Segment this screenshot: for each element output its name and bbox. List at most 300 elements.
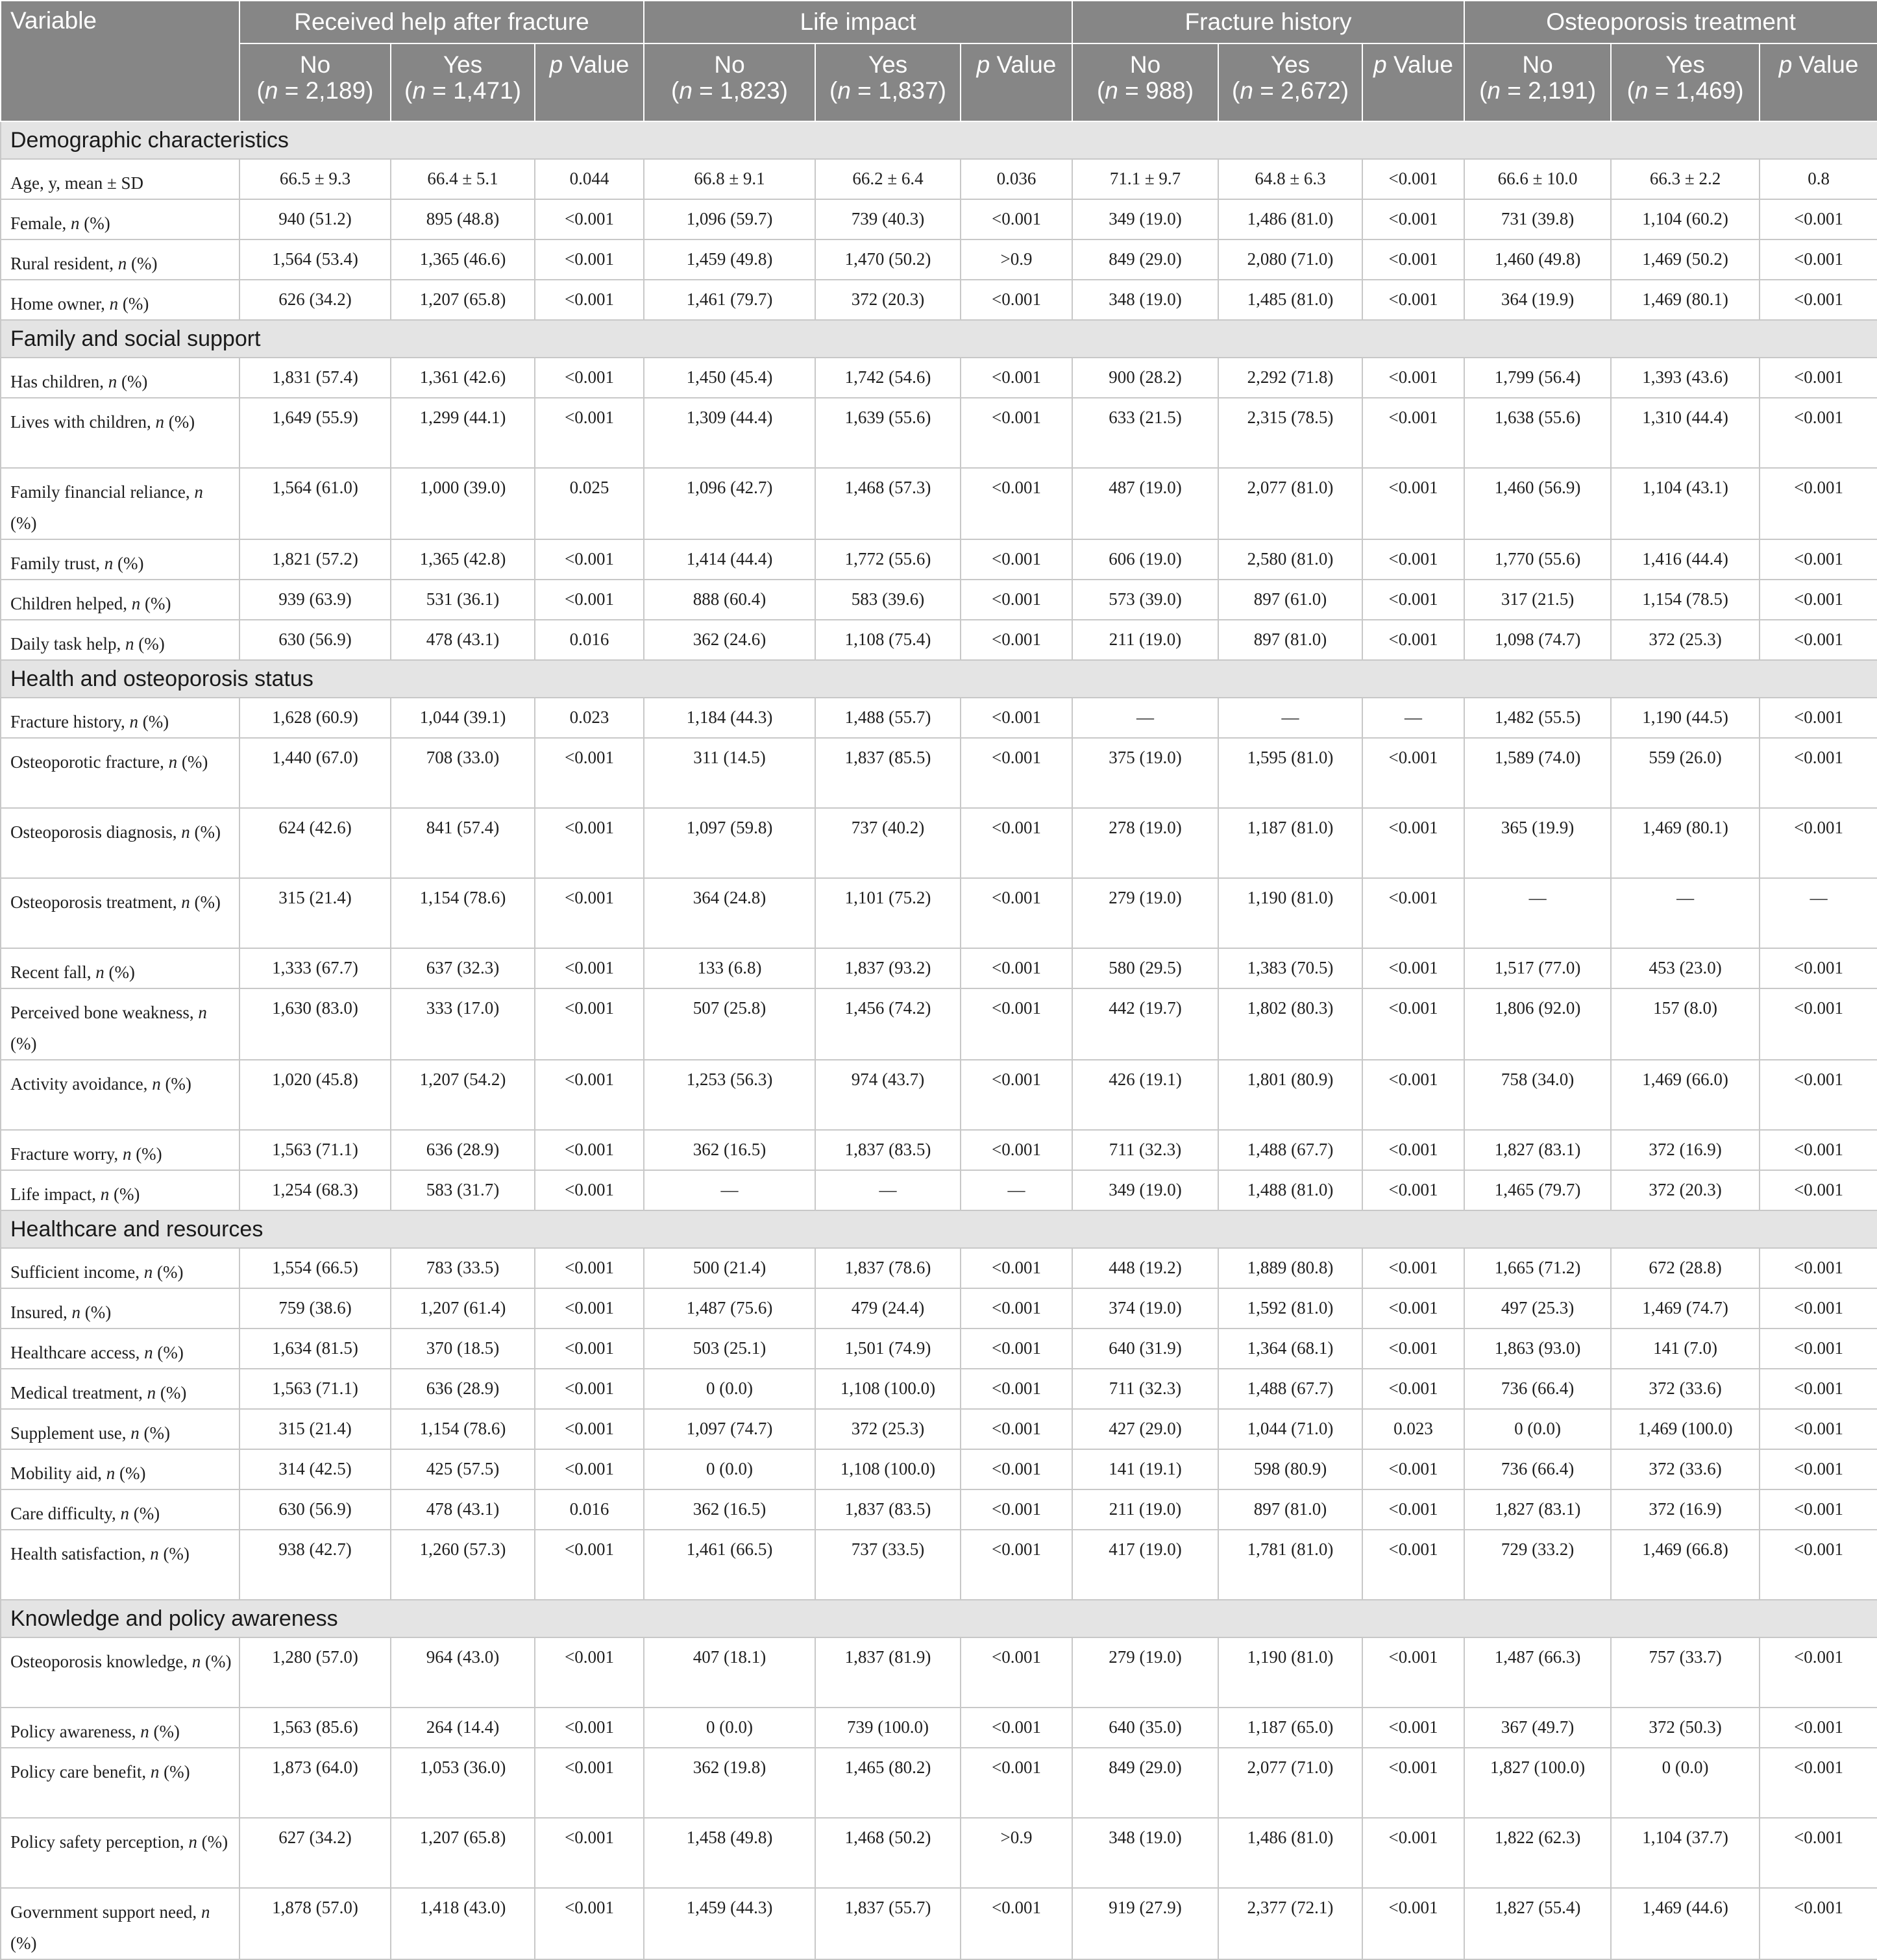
table-cell: 364 (24.8) [644,878,815,948]
table-cell: <0.001 [961,539,1072,580]
table-cell: <0.001 [961,1060,1072,1130]
table-row [1,398,1877,468]
table-cell: <0.001 [1362,239,1464,280]
table-cell: 1,309 (44.4) [644,398,815,468]
table-cell: 1,456 (74.2) [815,988,961,1060]
table-row [1,988,1877,1060]
table-cell: 311 (14.5) [644,738,815,808]
table-header [1,1,1877,121]
table-cell: 364 (19.9) [1464,280,1611,320]
table-cell: 757 (33.7) [1611,1637,1760,1708]
table-cell: 0.023 [535,698,644,738]
table-cell: 939 (63.9) [239,580,391,620]
table-cell: <0.001 [1362,1748,1464,1818]
table-cell: 417 (19.0) [1072,1530,1218,1600]
table-cell: 711 (32.3) [1072,1369,1218,1409]
table-cell: 640 (35.0) [1072,1708,1218,1748]
group-header-life-impact: Life impact [644,1,1072,43]
table-cell: 1,383 (70.5) [1218,948,1362,988]
table-cell: 487 (19.0) [1072,468,1218,539]
table-cell: 1,098 (74.7) [1464,620,1611,660]
table-cell: 964 (43.0) [391,1637,535,1708]
row-label: Healthcare access, n (%) [1,1329,239,1369]
table-cell: 264 (14.4) [391,1708,535,1748]
table-cell: 1,254 (68.3) [239,1170,391,1210]
table-cell: <0.001 [1760,580,1877,620]
subheader-label: Yes [1665,51,1705,78]
table-body [1,121,1877,1959]
table-row [1,1449,1877,1489]
table-row [1,1530,1877,1600]
table-cell: <0.001 [1760,239,1877,280]
table-cell: 841 (57.4) [391,808,535,878]
table-cell: 897 (81.0) [1218,620,1362,660]
table-cell: 531 (36.1) [391,580,535,620]
table-cell: <0.001 [961,1530,1072,1600]
table-cell: <0.001 [535,808,644,878]
table-cell: 1,837 (78.6) [815,1248,961,1288]
table-cell: <0.001 [1362,539,1464,580]
table-cell: 1,187 (65.0) [1218,1708,1362,1748]
table-cell: 974 (43.7) [815,1060,961,1130]
group-header-received-help: Received help after fracture [239,1,644,43]
table-cell: 897 (61.0) [1218,580,1362,620]
table-cell: 736 (66.4) [1464,1369,1611,1409]
table-cell: 1,190 (81.0) [1218,878,1362,948]
table-cell: 1,458 (49.8) [644,1818,815,1888]
table-cell: 1,802 (80.3) [1218,988,1362,1060]
table-cell: 598 (80.9) [1218,1449,1362,1489]
table-row [1,1329,1877,1369]
row-label: Recent fall, n (%) [1,948,239,988]
table-cell: 1,459 (49.8) [644,239,815,280]
table-cell: 372 (25.3) [815,1409,961,1449]
table-cell: <0.001 [1362,1888,1464,1959]
table-cell: 1,469 (66.0) [1611,1060,1760,1130]
table-cell: 1,154 (78.6) [391,1409,535,1449]
table-cell: 1,563 (85.6) [239,1708,391,1748]
table-cell: 1,821 (57.2) [239,539,391,580]
subheader-count: (n = 2,191) [1479,77,1597,104]
table-cell: — [644,1170,815,1210]
table-cell: 1,827 (55.4) [1464,1888,1611,1959]
table-cell: <0.001 [1362,1329,1464,1369]
table-cell: 1,501 (74.9) [815,1329,961,1369]
table-cell: <0.001 [535,1748,644,1818]
table-cell: <0.001 [1760,1888,1877,1959]
table-cell: 0.016 [535,1489,644,1530]
table-cell: <0.001 [535,1170,644,1210]
table-cell: 1,108 (100.0) [815,1449,961,1489]
table-cell: 66.8 ± 9.1 [644,159,815,199]
table-row [1,620,1877,660]
table-cell: 2,077 (71.0) [1218,1748,1362,1818]
table-cell: 372 (50.3) [1611,1708,1760,1748]
table-cell: 278 (19.0) [1072,808,1218,878]
table-cell: 2,580 (81.0) [1218,539,1362,580]
subheader-cell [815,43,961,121]
table-cell: 1,482 (55.5) [1464,698,1611,738]
subheader-label: Yes [443,51,483,78]
table-cell: 1,310 (44.4) [1611,398,1760,468]
table-cell: <0.001 [961,988,1072,1060]
row-label: Osteoporosis treatment, n (%) [1,878,239,948]
table-cell: 573 (39.0) [1072,580,1218,620]
table-cell: 1,742 (54.6) [815,358,961,398]
subheader-count: (n = 1,823) [671,77,788,104]
table-cell: 1,837 (85.5) [815,738,961,808]
row-label: Home owner, n (%) [1,280,239,320]
table-cell: — [815,1170,961,1210]
table-cell: <0.001 [1760,1530,1877,1600]
row-label: Osteoporosis knowledge, n (%) [1,1637,239,1708]
table-cell: 367 (49.7) [1464,1708,1611,1748]
table-cell: 1,459 (44.3) [644,1888,815,1959]
table-cell: <0.001 [535,239,644,280]
table-cell: 1,799 (56.4) [1464,358,1611,398]
table-cell: 426 (19.1) [1072,1060,1218,1130]
table-cell: 1,772 (55.6) [815,539,961,580]
row-label: Osteoporotic fracture, n (%) [1,738,239,808]
row-label: Lives with children, n (%) [1,398,239,468]
table-row [1,878,1877,948]
table-cell: 1,044 (39.1) [391,698,535,738]
table-cell: 1,469 (74.7) [1611,1288,1760,1329]
table-cell: <0.001 [961,738,1072,808]
table-cell: 372 (25.3) [1611,620,1760,660]
table-row [1,1637,1877,1708]
table-cell: 141 (7.0) [1611,1329,1760,1369]
row-label: Perceived bone weakness, n (%) [1,988,239,1060]
subheader-cell [1611,43,1760,121]
group-header-fracture-history: Fracture history [1072,1,1464,43]
table-cell: <0.001 [961,1329,1072,1369]
table-cell: 1,469 (80.1) [1611,808,1760,878]
table-cell: 583 (31.7) [391,1170,535,1210]
table-cell: <0.001 [1760,1170,1877,1210]
section-row [1,121,1877,159]
table-cell: 1,097 (59.8) [644,808,815,878]
subheader-label: p Value [976,51,1057,78]
subheader-count: (n = 988) [1096,77,1194,104]
table-cell: 66.2 ± 6.4 [815,159,961,199]
table-cell: 759 (38.6) [239,1288,391,1329]
table-cell: 2,315 (78.5) [1218,398,1362,468]
table-cell: >0.9 [961,1818,1072,1888]
table-cell: 407 (18.1) [644,1637,815,1708]
table-cell: <0.001 [961,358,1072,398]
table-cell: 2,377 (72.1) [1218,1888,1362,1959]
table-row [1,1708,1877,1748]
table-cell: 0.025 [535,468,644,539]
subheader-cell [1362,43,1464,121]
table-cell: 1,827 (83.1) [1464,1130,1611,1170]
table-cell: 0 (0.0) [1464,1409,1611,1449]
row-label: Activity avoidance, n (%) [1,1060,239,1130]
table-row [1,468,1877,539]
table-cell: 736 (66.4) [1464,1449,1611,1489]
table-row [1,539,1877,580]
table-cell: 1,873 (64.0) [239,1748,391,1818]
table-cell: 1,485 (81.0) [1218,280,1362,320]
table-cell: 1,837 (83.5) [815,1130,961,1170]
table-cell: — [1760,878,1877,948]
row-label: Osteoporosis diagnosis, n (%) [1,808,239,878]
table-cell: 1,108 (75.4) [815,620,961,660]
table-cell: 1,187 (81.0) [1218,808,1362,878]
table-cell: 1,101 (75.2) [815,878,961,948]
row-label: Policy awareness, n (%) [1,1708,239,1748]
table-cell: 349 (19.0) [1072,1170,1218,1210]
table-cell: 349 (19.0) [1072,199,1218,239]
table-cell: 157 (8.0) [1611,988,1760,1060]
table-cell: 637 (32.3) [391,948,535,988]
table-cell: 1,440 (67.0) [239,738,391,808]
subheader-cell [1464,43,1611,121]
section-title: Healthcare and resources [1,1210,1877,1248]
table-cell: 1,827 (100.0) [1464,1748,1611,1818]
table-cell: <0.001 [1760,698,1877,738]
table-cell: 507 (25.8) [644,988,815,1060]
table-cell: 315 (21.4) [239,878,391,948]
table-cell: <0.001 [1362,1369,1464,1409]
table-cell: 1,020 (45.8) [239,1060,391,1130]
table-cell: 672 (28.8) [1611,1248,1760,1288]
table-cell: <0.001 [1760,1288,1877,1329]
table-cell: 1,634 (81.5) [239,1329,391,1369]
table-cell: <0.001 [961,1489,1072,1530]
subheader-count: (n = 2,189) [256,77,374,104]
table-cell: <0.001 [1760,1409,1877,1449]
table-cell: <0.001 [1760,1060,1877,1130]
table-cell: 633 (21.5) [1072,398,1218,468]
table-cell: 1,638 (55.6) [1464,398,1611,468]
table-cell: 453 (23.0) [1611,948,1760,988]
table-cell: 1,781 (81.0) [1218,1530,1362,1600]
table-cell: 1,488 (81.0) [1218,1170,1362,1210]
table-cell: <0.001 [535,878,644,948]
table-cell: 374 (19.0) [1072,1288,1218,1329]
table-row [1,1489,1877,1530]
table-cell: 1,260 (57.3) [391,1530,535,1600]
table-cell: 0 (0.0) [644,1369,815,1409]
table-cell: <0.001 [1760,1748,1877,1818]
table-cell: 1,595 (81.0) [1218,738,1362,808]
table-cell: <0.001 [961,1369,1072,1409]
table-cell: 1,554 (66.5) [239,1248,391,1288]
row-label: Policy care benefit, n (%) [1,1748,239,1818]
table-cell: 1,190 (81.0) [1218,1637,1362,1708]
table-cell: <0.001 [535,199,644,239]
table-cell: 1,822 (62.3) [1464,1818,1611,1888]
subheader-n-value: 988 [1146,77,1186,104]
table-cell: <0.001 [1760,1489,1877,1530]
table-cell: 636 (28.9) [391,1369,535,1409]
table-cell: 1,333 (67.7) [239,948,391,988]
table-cell: 1,207 (65.8) [391,1818,535,1888]
table-cell: <0.001 [1760,808,1877,878]
table-cell: 211 (19.0) [1072,1489,1218,1530]
table-cell: — [1072,698,1218,738]
table-cell: 1,831 (57.4) [239,358,391,398]
table-cell: 1,154 (78.5) [1611,580,1760,620]
table-cell: <0.001 [961,1748,1072,1818]
table-cell: — [1611,878,1760,948]
table-cell: <0.001 [961,1130,1072,1170]
table-row [1,1248,1877,1288]
table-cell: — [1464,878,1611,948]
table-cell: 0.023 [1362,1409,1464,1449]
table-cell: <0.001 [1760,199,1877,239]
table-cell: 1,563 (71.1) [239,1369,391,1409]
table-cell: <0.001 [1760,1130,1877,1170]
table-cell: <0.001 [535,1248,644,1288]
table-cell: 1,863 (93.0) [1464,1329,1611,1369]
table-cell: 1,469 (66.8) [1611,1530,1760,1600]
table-cell: 1,488 (67.7) [1218,1130,1362,1170]
subheader-cell [644,43,815,121]
table-cell: 372 (20.3) [815,280,961,320]
table-cell: 478 (43.1) [391,1489,535,1530]
row-label: Family financial reliance, n (%) [1,468,239,539]
table-cell: <0.001 [535,1130,644,1170]
table-cell: 333 (17.0) [391,988,535,1060]
table-cell: 731 (39.8) [1464,199,1611,239]
table-cell: 365 (19.9) [1464,808,1611,878]
table-cell: <0.001 [1760,1449,1877,1489]
table-row [1,239,1877,280]
table-cell: 0.044 [535,159,644,199]
table-cell: 2,080 (71.0) [1218,239,1362,280]
table-cell: <0.001 [1760,1369,1877,1409]
table-cell: <0.001 [535,738,644,808]
table-cell: 1,592 (81.0) [1218,1288,1362,1329]
table-cell: >0.9 [961,239,1072,280]
table-cell: 1,465 (80.2) [815,1748,961,1818]
table-cell: <0.001 [535,1409,644,1449]
table-cell: 919 (27.9) [1072,1888,1218,1959]
table-cell: 1,469 (80.1) [1611,280,1760,320]
table-row [1,1748,1877,1818]
table-cell: 1,461 (79.7) [644,280,815,320]
subheader-cell [1072,43,1218,121]
table-row [1,580,1877,620]
table-cell: <0.001 [961,1248,1072,1288]
section-row [1,1210,1877,1248]
table-cell: 66.3 ± 2.2 [1611,159,1760,199]
table-cell: 624 (42.6) [239,808,391,878]
row-label: Fracture worry, n (%) [1,1130,239,1170]
table-cell: 1,639 (55.6) [815,398,961,468]
table-cell: 1,044 (71.0) [1218,1409,1362,1449]
table-cell: 71.1 ± 9.7 [1072,159,1218,199]
section-row [1,660,1877,698]
table-cell: 1,299 (44.1) [391,398,535,468]
table-cell: <0.001 [1760,358,1877,398]
table-cell: 895 (48.8) [391,199,535,239]
table-row [1,1130,1877,1170]
table-cell: 66.4 ± 5.1 [391,159,535,199]
table-cell: <0.001 [535,1818,644,1888]
table-row [1,199,1877,239]
row-label: Care difficulty, n (%) [1,1489,239,1530]
table-row [1,1818,1877,1888]
table-row [1,1170,1877,1210]
table-cell: <0.001 [535,1449,644,1489]
table-cell: — [961,1170,1072,1210]
subheader-n-value: 1,471 [453,77,513,104]
table-cell: 849 (29.0) [1072,239,1218,280]
table-cell: <0.001 [1362,398,1464,468]
table-cell: 1,486 (81.0) [1218,1818,1362,1888]
table-row [1,1888,1877,1959]
row-label: Medical treatment, n (%) [1,1369,239,1409]
table-cell: 448 (19.2) [1072,1248,1218,1288]
subheader-label: p Value [549,51,630,78]
table-cell: 141 (19.1) [1072,1449,1218,1489]
table-cell: 729 (33.2) [1464,1530,1611,1600]
table-cell: 739 (100.0) [815,1708,961,1748]
table-cell: 580 (29.5) [1072,948,1218,988]
table-cell: 1,889 (80.8) [1218,1248,1362,1288]
table-cell: 372 (33.6) [1611,1369,1760,1409]
table-cell: 1,564 (61.0) [239,468,391,539]
table-cell: 133 (6.8) [644,948,815,988]
table-cell: 372 (16.9) [1611,1489,1760,1530]
table-cell: <0.001 [1760,1329,1877,1369]
table-cell: 897 (81.0) [1218,1489,1362,1530]
row-label: Female, n (%) [1,199,239,239]
table-cell: <0.001 [1362,1530,1464,1600]
table-cell: <0.001 [535,1288,644,1329]
table-cell: 478 (43.1) [391,620,535,660]
table-cell: 849 (29.0) [1072,1748,1218,1818]
table-cell: 630 (56.9) [239,1489,391,1530]
row-label: Health satisfaction, n (%) [1,1530,239,1600]
table-cell: <0.001 [1760,1708,1877,1748]
table-cell: 370 (18.5) [391,1329,535,1369]
table-row [1,1409,1877,1449]
table-cell: 1,450 (45.4) [644,358,815,398]
table-cell: 1,365 (42.8) [391,539,535,580]
table-cell: 1,104 (43.1) [1611,468,1760,539]
table-cell: <0.001 [1362,1130,1464,1170]
table-cell: 1,469 (50.2) [1611,239,1760,280]
table-row [1,1288,1877,1329]
table-cell: <0.001 [961,808,1072,878]
table-cell: 1,207 (54.2) [391,1060,535,1130]
table-cell: <0.001 [535,1708,644,1748]
table-cell: 783 (33.5) [391,1248,535,1288]
table-cell: <0.001 [1362,948,1464,988]
table-cell: 1,564 (53.4) [239,239,391,280]
table-row [1,808,1877,878]
table-cell: <0.001 [1362,1248,1464,1288]
table-cell: 1,460 (49.8) [1464,239,1611,280]
table-cell: 1,361 (42.6) [391,358,535,398]
subheader-label: No [299,51,331,78]
table-row [1,1060,1877,1130]
table-cell: 708 (33.0) [391,738,535,808]
table-cell: 737 (33.5) [815,1530,961,1600]
table-cell: <0.001 [961,878,1072,948]
subheader-label: p Value [1373,51,1453,78]
table-cell: <0.001 [1760,988,1877,1060]
table-cell: 1,393 (43.6) [1611,358,1760,398]
table-cell: <0.001 [961,620,1072,660]
table-cell: <0.001 [961,698,1072,738]
table-cell: <0.001 [1760,620,1877,660]
